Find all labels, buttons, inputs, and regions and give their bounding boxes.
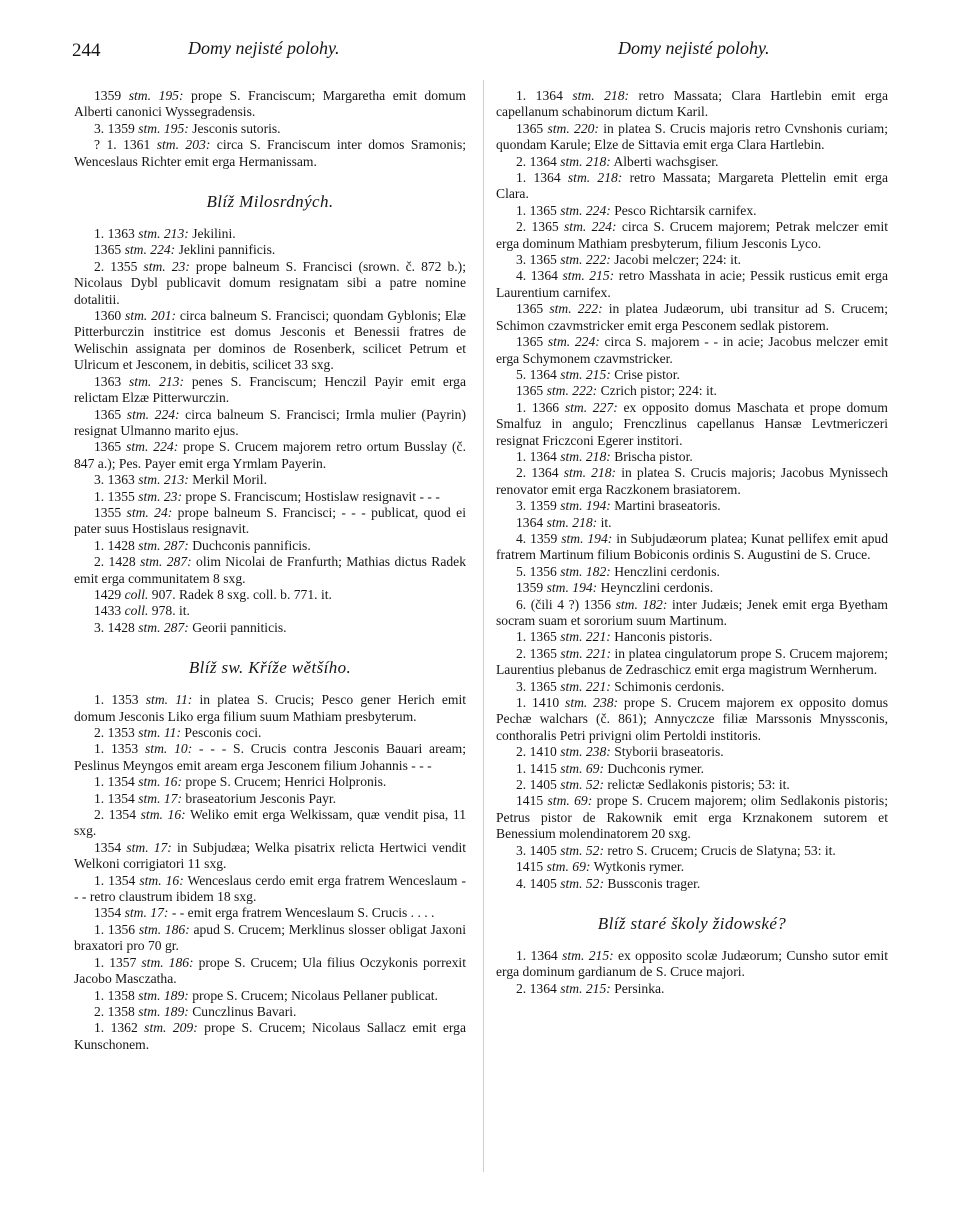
entry-number: 1. 1363 xyxy=(94,226,135,242)
entry-text: prope S. Crucem; Ula filius Oczykonis porrexit Jacobo Masczatha. xyxy=(74,954,466,987)
entry xyxy=(496,564,888,580)
entry-number: 1. 1358 xyxy=(94,987,135,1003)
entry-number: 1429 xyxy=(94,586,122,602)
entry-reference: stm. 218: xyxy=(560,448,611,464)
entry-text: ex opposito domus Maschata et prope domum Smalfuz in angulo; Frenczlinus capellanus Hansæ Levtmericzeri resignat Friczconi Egerer institori. xyxy=(496,399,888,448)
entry-text: Schimonis cerdonis. xyxy=(614,678,725,694)
entry-reference: stm. 215: xyxy=(562,947,614,963)
entry-text: in platea S. Crucis majoris; Jacobus Mynissech renovator emit erga Raczkonem brasiatorem. xyxy=(496,465,889,497)
entry-reference: stm. 224: xyxy=(547,334,600,350)
entry-reference: stm. 182: xyxy=(615,596,668,612)
entry-reference: stm. 23: xyxy=(138,488,182,504)
entry-text: Duchconis pannificis. xyxy=(192,537,311,553)
entry xyxy=(496,876,888,892)
entry-text: prope balneum S. Francisci; - - - publicat, quod ei pater suus Hostislaus resignavit. xyxy=(74,504,466,537)
entry xyxy=(496,744,888,760)
entry-reference: stm. 52: xyxy=(560,842,604,858)
entry xyxy=(496,761,888,777)
entry xyxy=(74,692,466,725)
entry-reference: stm. 24: xyxy=(126,504,173,520)
entry-text: prope S. Crucem; Henrici Holpronis. xyxy=(185,774,387,790)
entry-text: Jacobi melczer; 224: it. xyxy=(614,252,742,268)
entry-number: 2. 1355 xyxy=(94,258,138,274)
entry-number: 6. (čili 4 ?) 1356 xyxy=(516,596,611,612)
entry xyxy=(74,840,466,873)
entry-number: 2. 1365 xyxy=(516,645,557,661)
entry-text: Crise pistor. xyxy=(614,366,680,382)
entry-text: retro Masshata in acie; Pessik rusticus emit erga Laurentium carnifex. xyxy=(496,268,888,300)
entry-number: 1. 1366 xyxy=(516,399,560,415)
entry-text: in platea S. Crucis; Pesco gener Herich emit domum Jesconis Liko erga filium suum Mathiam presbyterum. xyxy=(74,692,467,724)
entry-reference: stm. 224: xyxy=(124,242,176,258)
entry xyxy=(496,695,888,744)
entry-text: retro Massata; Margareta Plettelin emit erga Clara. xyxy=(496,170,888,202)
entry-number: 1415 xyxy=(516,859,544,875)
entry-reference: stm. 215: xyxy=(562,268,615,284)
entry-text: Czrich pistor; 224: it. xyxy=(600,383,717,399)
entry xyxy=(74,472,466,488)
entry xyxy=(496,843,888,859)
entry xyxy=(496,629,888,645)
entry-text: circa S. Franciscum inter domos Sramonis; Wenceslaus Richter emit erga Hermanissam. xyxy=(74,137,467,169)
entry-text: circa balneum S. Francisci; Irmla mulier (Payrin) resignat Ulmanno marito ejus. xyxy=(74,406,466,438)
entry-reference: stm. 16: xyxy=(140,807,186,823)
entry xyxy=(496,981,888,997)
running-title-right: Domy nejisté polohy. xyxy=(618,38,770,58)
entry-reference: stm. 218: xyxy=(546,514,598,530)
entry-number: 4. 1364 xyxy=(516,268,558,284)
entry xyxy=(74,226,466,242)
entry-number: 1. 1364 xyxy=(516,88,563,103)
section-heading: Blíž staré školy židowské? xyxy=(597,913,787,933)
entry xyxy=(496,465,888,498)
entry-number: 3. 1365 xyxy=(516,252,557,268)
entry-reference: stm. 17: xyxy=(126,839,172,855)
entry-text: Duchconis rymer. xyxy=(607,760,705,776)
entry xyxy=(496,777,888,793)
entry xyxy=(496,515,888,531)
entry xyxy=(74,489,466,505)
entry-reference: stm. 17: xyxy=(138,790,182,806)
entry xyxy=(496,859,888,875)
entry xyxy=(496,679,888,695)
entry-text: braseatorium Jesconis Payr. xyxy=(185,790,337,806)
entry-text: prope S. Crucem majorem; olim Sedlakonis pistoris; Petrus pistor de Rakownik emit erga Krznakonem sutorem et Benessium molendinatorem 20 sxg. xyxy=(496,793,888,842)
entry-number: 1365 xyxy=(516,120,544,136)
entry xyxy=(74,988,466,1004)
entry xyxy=(496,646,888,679)
entry xyxy=(74,1020,466,1053)
entry-reference: stm. 213: xyxy=(138,472,189,488)
entry-number: 1355 xyxy=(94,504,122,520)
section-heading: Blíž Milosrdných. xyxy=(206,192,334,212)
entry xyxy=(496,498,888,514)
entry-number: 1354 xyxy=(94,905,122,921)
entry-reference: stm. 10: xyxy=(145,741,193,757)
entry-text: circa S. Crucem majorem; Petrak melczer emit erga dominum Mathiam presbyterum, filium Jesconis Lyco. xyxy=(496,219,888,251)
entry-reference: stm. 69: xyxy=(546,859,591,875)
entry xyxy=(74,554,466,587)
entry-reference: stm. 287: xyxy=(140,554,192,570)
entry xyxy=(74,620,466,636)
entry-text: prope S. Crucem majorem ex opposito domus Pechæ walchars (č. 861); Annyczcze filiæ Marssonis Mnyssconis, conthoralis Petri privigni olim Pertoldi institoris. xyxy=(496,695,889,743)
entry-text: Wytkonis rymer. xyxy=(593,859,685,875)
entry xyxy=(74,308,466,374)
entry-number: 1365 xyxy=(516,383,544,399)
entry-reference: stm. 16: xyxy=(139,872,184,888)
entry-number: 1365 xyxy=(94,406,122,422)
entry-text: Merkil Moril. xyxy=(192,472,267,488)
entry-text: Jesconis sutoris. xyxy=(192,120,281,136)
entry-number: 1. 1355 xyxy=(94,488,135,504)
entry-text: in platea cingulatorum prope S. Crucem majorem; Laurentius plebanus de Zedraschicz emit erga magistrum Wernherum. xyxy=(496,645,888,678)
entry xyxy=(496,449,888,465)
entry-reference: stm. 69: xyxy=(547,793,593,809)
entry-number: 1354 xyxy=(94,839,122,855)
entry-reference: stm. 227: xyxy=(564,399,618,415)
entry-text: in Subjudæa; Welka pisatrix relicta Hertwici vendit Welkoni corrigiatori 11 sxg. xyxy=(74,839,466,872)
entry xyxy=(496,580,888,596)
entry-reference: stm. 224: xyxy=(126,406,180,422)
entry xyxy=(496,948,888,981)
entry-number: 2. 1405 xyxy=(516,777,557,793)
entry xyxy=(74,873,466,906)
entry-number: 1. 1354 xyxy=(94,872,136,888)
running-title-left: Domy nejisté polohy. xyxy=(188,38,340,58)
entry-number: 3. 1359 xyxy=(94,120,135,136)
entry-number: 1359 xyxy=(94,88,122,103)
entry-text: Martini braseatoris. xyxy=(614,498,721,514)
entry-text: penes S. Franciscum; Henczil Payir emit erga relictam Elzæ Pitterwurczin. xyxy=(74,373,466,406)
entry-text: circa balneum S. Francisci; quondam Gyblonis; Elæ Pitterburczin institrice est domus Jesconis et Benessii fratres de Welischin assignata per dominos de Rosenberk, scilicet Petrum et Ulricum et Jesconem, in debitis, scilicet 33 sxg. xyxy=(74,308,466,373)
entry-number: 3. 1405 xyxy=(516,842,557,858)
entry-number: 1360 xyxy=(94,308,122,324)
entry-reference: stm. 218: xyxy=(563,465,617,481)
entry-text: Styborii braseatoris. xyxy=(614,744,724,760)
entry xyxy=(74,242,466,258)
entry-reference: stm. 222: xyxy=(546,383,598,399)
entry-reference: stm. 224: xyxy=(126,439,179,455)
entry xyxy=(496,203,888,219)
entry-reference: stm. 221: xyxy=(560,645,612,661)
entry-number: 1. 1357 xyxy=(94,954,137,970)
entry-number: 2. 1410 xyxy=(516,744,557,760)
entry xyxy=(74,374,466,407)
entry xyxy=(496,400,888,449)
entry-reference: stm. 195: xyxy=(128,88,184,103)
entry-text: Pesco Richtarsik carnifex. xyxy=(614,202,757,218)
entry-reference: stm. 17: xyxy=(124,905,169,921)
entry-text: olim Nicolai de Franfurth; Mathias dictus Radek emit erga communitatem 8 sxg. xyxy=(74,554,466,586)
entry xyxy=(74,259,466,308)
entry-number: 1. 1354 xyxy=(94,790,135,806)
entry-number: 1365 xyxy=(94,439,122,455)
entry-text: Bussconis trager. xyxy=(607,875,701,891)
entry-number: 1364 xyxy=(516,514,544,530)
entry xyxy=(496,334,888,367)
entry xyxy=(496,367,888,383)
entry-reference: stm. 11: xyxy=(145,692,193,708)
entry-text: it. xyxy=(600,514,612,530)
entry-text: Brischa pistor. xyxy=(614,448,693,464)
entry-reference: stm. 215: xyxy=(560,366,611,382)
entry-number: 1415 xyxy=(516,793,544,809)
entry xyxy=(496,597,888,630)
entry-reference: stm. 238: xyxy=(560,744,611,760)
entry xyxy=(74,905,466,921)
entry-reference: stm. 186: xyxy=(141,954,194,970)
entry-text: in platea S. Crucis majoris retro Cvnshonis curiam; quondam Karule; Elze de Sittavia emit erga Clara Hartlebin. xyxy=(496,120,888,153)
entry-reference: stm. 221: xyxy=(560,678,611,694)
left-column xyxy=(74,88,466,1053)
entry xyxy=(74,407,466,440)
entry-text: Heynczlini cerdonis. xyxy=(600,580,714,596)
entry-number: 1. 1364 xyxy=(516,170,561,186)
entry-text: prope S. Crucem; Nicolaus Pellaner publicat. xyxy=(192,987,438,1003)
entry-reference: stm. 221: xyxy=(560,629,611,645)
entry-number: 2. 1364 xyxy=(516,153,557,169)
entry-number: 2. 1364 xyxy=(516,980,557,996)
entry-number: 4. 1405 xyxy=(516,875,557,891)
entry-text: - - - S. Crucis contra Jesconis Bauari aream; Peslinus Meyngos emit aream erga Jesconem filium Johannis - - - xyxy=(74,741,467,773)
entry-number: 1. 1364 xyxy=(516,947,558,963)
entry xyxy=(74,774,466,790)
entry-number: 2. 1354 xyxy=(94,807,136,823)
entry-text: Cunczlinus Bavari. xyxy=(192,1003,297,1019)
entry-number: 1. 1428 xyxy=(94,537,135,553)
entry-number: 5. 1356 xyxy=(516,563,557,579)
entry-number: 3. 1363 xyxy=(94,472,135,488)
entry xyxy=(74,1004,466,1020)
entry-number: 2. 1365 xyxy=(516,219,559,235)
entry-text: prope balneum S. Francisci (srown. č. 872 b.); Nicolaus Dybl publicavit domum resignatam sibi a patre nomine dotalitii. xyxy=(74,258,466,307)
column-divider xyxy=(483,80,484,1172)
entry-reference: stm. 222: xyxy=(560,252,611,268)
entry-text: Henczlini cerdonis. xyxy=(614,563,720,579)
entry-text: ex opposito scolæ Judæorum; Cunsho sutor emit erga dominum gardianum de S. Cruce majori. xyxy=(496,947,889,980)
entry-reference: stm. 287: xyxy=(138,537,189,553)
entry-number: 1363 xyxy=(94,373,122,389)
entry xyxy=(496,793,888,842)
entry xyxy=(74,741,466,774)
entry xyxy=(74,791,466,807)
entry-reference: stm. 194: xyxy=(560,498,611,514)
entry-reference: stm. 213: xyxy=(138,226,189,242)
entry-reference: stm. 220: xyxy=(547,120,599,136)
entry-text: Jekilini. xyxy=(192,226,236,242)
entry-number: 3. 1359 xyxy=(516,498,557,514)
entry xyxy=(496,383,888,399)
entry-number: 2. 1428 xyxy=(94,554,136,570)
entry-reference: stm. 238: xyxy=(565,695,619,711)
entry xyxy=(496,531,888,564)
entry-number: 1. 1353 xyxy=(94,692,139,708)
entry-text: inter Judæis; Jenek emit erga Byetham socram suam et sororium suum Martinum. xyxy=(496,596,888,628)
entry-number: 2. 1353 xyxy=(94,725,135,740)
entry-number: 1365 xyxy=(516,301,544,317)
entry-number: 3. 1428 xyxy=(94,619,135,635)
entry xyxy=(496,88,888,121)
entry-reference: stm. 201: xyxy=(125,308,177,324)
entry-reference: stm. 182: xyxy=(560,563,611,579)
entry xyxy=(496,170,888,203)
entry xyxy=(496,154,888,170)
entry-reference: stm. 194: xyxy=(561,530,613,546)
entry-text: Pesconis coci. xyxy=(184,725,262,740)
entry-reference: stm. 215: xyxy=(560,980,611,996)
entry-text: Weliko emit erga Welkissam, quæ vendit pisa, 11 sxg. xyxy=(74,807,467,839)
entry-reference: stm. 224: xyxy=(560,202,611,218)
entry-number: 1. 1415 xyxy=(516,760,557,776)
entry-text: Georii panniticis. xyxy=(192,619,287,635)
entry-reference: stm. 203: xyxy=(156,137,211,153)
entry-reference: stm. 189: xyxy=(138,1003,189,1019)
entry-reference: stm. 23: xyxy=(143,258,190,274)
right-column xyxy=(496,88,888,997)
entry-number: 1. 1365 xyxy=(516,629,557,645)
entry-number: 1365 xyxy=(94,242,122,258)
entry-number: 1. 1353 xyxy=(94,741,139,757)
entry-reference: stm. 213: xyxy=(129,373,184,389)
entry-text: Hanconis pistoris. xyxy=(614,629,713,645)
entry-text: 978. it. xyxy=(151,603,190,619)
entry-reference: stm. 194: xyxy=(546,580,598,596)
entry-number: ? 1. 1361 xyxy=(94,137,151,153)
entry-text: prope S. Crucem majorem retro ortum Busslay (č. 847 a.); Pes. Payer emit erga Yrmlam Payerin. xyxy=(74,439,466,471)
entry-reference: stm. 224: xyxy=(564,219,617,235)
entry xyxy=(74,88,466,121)
entry-text: in platea Judæorum, ubi transitur ad S. Crucem; Schimon czavmstricker emit erga Pesconem sedlak pistorem. xyxy=(496,301,888,333)
entry-reference: stm. 69: xyxy=(560,760,604,776)
entry-number: 1. 1410 xyxy=(516,695,560,711)
entry-number: 1. 1365 xyxy=(516,202,557,218)
entry xyxy=(496,301,888,334)
entry xyxy=(74,121,466,137)
page-header xyxy=(72,38,888,64)
section-heading: Blíž sw. Kříže wětšího. xyxy=(188,658,352,678)
entry-text: relictæ Sedlakonis pistoris; 53: it. xyxy=(607,777,790,793)
entry-number: 3. 1365 xyxy=(516,678,557,694)
entry-number: 1433 xyxy=(94,603,122,619)
entry xyxy=(496,252,888,268)
entry-number: 2. 1358 xyxy=(94,1003,135,1019)
entry-reference: stm. 16: xyxy=(138,774,182,790)
entry-text: Persinka. xyxy=(614,980,665,996)
entry xyxy=(496,219,888,252)
entry xyxy=(496,268,888,301)
entry-number: 4. 1359 xyxy=(516,530,558,546)
entry xyxy=(74,439,466,472)
entry xyxy=(74,603,466,619)
entry-reference: coll. xyxy=(124,586,149,602)
entry-text: circa S. majorem - - in acie; Jacobus melczer emit erga Schymonem czavmstricker. xyxy=(496,334,888,366)
entry xyxy=(74,922,466,955)
entry xyxy=(74,807,466,840)
entry-text: apud S. Crucem; Merklinus slosser obligat Jaxoni braxatori pro 70 gr. xyxy=(74,921,466,954)
entry-reference: stm. 52: xyxy=(560,777,604,793)
entry-number: 1. 1354 xyxy=(94,774,135,790)
entry xyxy=(74,725,466,741)
entry-number: 1365 xyxy=(516,334,544,350)
entry-text: prope S. Franciscum; Margaretha emit domum Alberti canonici Wyssegradensis. xyxy=(74,88,466,120)
entry-reference: stm. 189: xyxy=(138,987,189,1003)
entry-number: 1. 1356 xyxy=(94,921,136,937)
page-number: 244 xyxy=(72,40,101,61)
entry-number: 1359 xyxy=(516,580,544,596)
entry xyxy=(74,587,466,603)
entry-reference: stm. 186: xyxy=(138,921,190,937)
entry-number: 1. 1362 xyxy=(94,1020,138,1036)
entry-text: - - emit erga fratrem Wenceslaum S. Crucis . . . . xyxy=(171,905,435,921)
entry-number: 5. 1364 xyxy=(516,366,557,382)
entry xyxy=(74,538,466,554)
entry-reference: stm. 218: xyxy=(572,88,630,103)
entry-text: Alberti wachsgiser. xyxy=(613,153,719,169)
entry-text: retro S. Crucem; Crucis de Slatyna; 53: it. xyxy=(607,842,836,858)
entry xyxy=(74,137,466,170)
entry-text: prope S. Franciscum; Hostislaw resignavit - - - xyxy=(185,488,440,504)
entry-reference: stm. 287: xyxy=(138,619,189,635)
entry-text: prope S. Crucem; Nicolaus Sallacz emit erga Kunschonem. xyxy=(74,1020,467,1052)
entry-reference: stm. 218: xyxy=(560,153,611,169)
entry-text: Jeklini pannificis. xyxy=(178,242,276,258)
entry-reference: stm. 52: xyxy=(560,875,604,891)
entry-reference: stm. 195: xyxy=(138,120,189,136)
entry-reference: stm. 218: xyxy=(567,170,623,186)
entry-number: 2. 1364 xyxy=(516,465,559,481)
entry xyxy=(496,121,888,154)
entry-reference: coll. xyxy=(124,603,149,619)
entry-text: in Subjudæorum platea; Kunat pellifex emit apud fratrem Martinum filium Bobiconis ordinis S. Augustini de S. Cruce. xyxy=(496,530,888,563)
entry xyxy=(74,955,466,988)
entry-text: Wenceslaus cerdo emit erga fratrem Wenceslaum - - - retro claustrum ibidem 18 sxg. xyxy=(74,872,466,905)
entry-reference: stm. 209: xyxy=(144,1020,198,1036)
entry xyxy=(74,505,466,538)
entry-reference: stm. 222: xyxy=(549,301,603,317)
entry-reference: stm. 11: xyxy=(138,725,181,740)
entry-number: 1. 1364 xyxy=(516,448,557,464)
entry-text: 907. Radek 8 sxg. coll. b. 771. it. xyxy=(151,586,332,602)
entry-text: retro Massata; Clara Hartlebin emit erga capellanum schabinorum dictum Karil. xyxy=(496,88,888,120)
